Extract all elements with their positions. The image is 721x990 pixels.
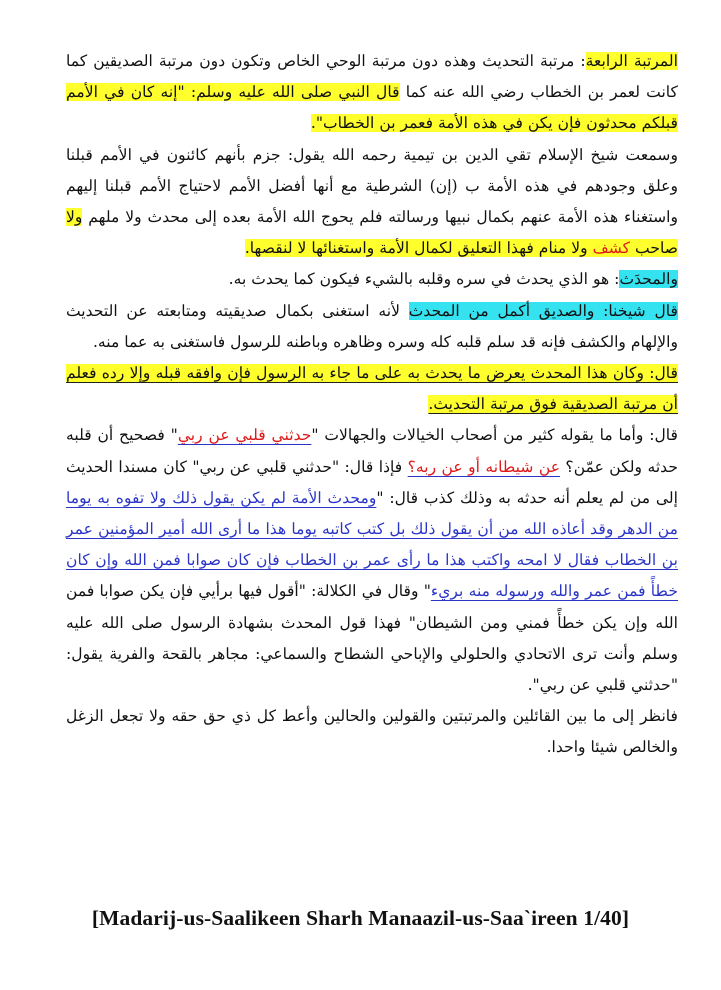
heart-told-me-text-4: " وقال في الكلالة: "أقول فيها برأيي فإن يكن صوابا فمن الله وإن يكن خطأً فمني ومن الشيطان" فهذا قول المحدث بشهادة الرسول صلى الله عليه وسلم وأنت ترى الاتحادي والحلولي والإباحي الشطاح والسماعي: مجاهر بالقحة والفرية يقول: "حدثني قلبي عن ربي". <box>66 582 678 695</box>
blue-quote-umar: ومحدث الأمة لم يكن يقول ذلك ولا تفوه به يوما من الدهر وقد أعاذه الله من أن يقول ذلك بل كتب كاتبه يوما هذا ما أرى الله أمير المؤمنين عمر بن الخطاب فقال لا امحه واكتب هذا ما رأى عمر بن الخطاب فإن كان صوابا فمن الله وإن كان خطأً فمن عمر والله ورسوله منه بريء <box>66 488 678 601</box>
fourth-rank-text: : مرتبة التحديث وهذه دون مرتبة الوحي الخاص وتكون دون مرتبة الصديقين كما كانت لعمر بن الخطاب رضي الله عنه كما <box>66 52 678 102</box>
conclusion-text: فانظر إلى ما بين القائلين والمرتبتين والقولين والحالين وأعط كل ذي حق حقه ولا تجعل الزغل والخالص شيئا واحدا. <box>66 707 678 757</box>
highlight-muhaddath-label: والمحدَث <box>619 270 678 289</box>
red-phrase-heart-told-me: حدثني قلبي عن ربي <box>177 426 312 445</box>
ibn-taymiyyah-text: وسمعت شيخ الإسلام تقي الدين بن تيمية رحمه الله يقول: جزم بأنهم كائنون في الأمم قبلنا وعلق وجودهم في هذه الأمة ب (إن) الشرطية مع أنها أفضل الأمم لاحتياج الأمم قبلنا إليهم واستغناء هذه الأمة عنهم بكمال نبيها ورسالته فلم يحوج الله الأمة بعده إلى محدث ولا ملهم <box>66 145 678 227</box>
paragraph-heart-told-me <box>66 420 678 701</box>
paragraph-fourth-rank <box>66 46 678 140</box>
paragraph-muhaddath-definition <box>66 264 678 295</box>
paragraph-siddiq-more-complete <box>66 296 678 358</box>
paragraph-conclusion <box>66 701 678 763</box>
highlight-prophet-hadith: قال النبي صلى الله عليه وسلم: "إنه كان في الأمم قبلكم محدثون فإن يكن في هذه الأمة فعمر بن الخطاب". <box>66 83 678 133</box>
highlight-siddiqiyyah-statement: قال: وكان هذا المحدث يعرض ما يحدث به على ما جاء به الرسول فإن وافقه قبله وإلا رده فعلم أن مرتبة الصديقية فوق مرتبة التحديث. <box>66 364 678 414</box>
paragraph-ibn-taymiyyah <box>66 140 678 265</box>
arabic-text-body <box>66 46 678 764</box>
siddiq-explanation-text: لأنه استغنى بكمال صديقيته ومتابعته عن التحديث والإلهام والكشف فإنه قد سلم قلبه كله وسره وظاهره وباطنه للرسول فاستغنى به عما منه. <box>66 301 678 351</box>
paragraph-siddiqiyyah-above <box>66 358 678 420</box>
highlight-no-kashf-end: ولا منام فهذا التعليق لكمال الأمة واستغنائها لا لنقصها. <box>244 239 593 258</box>
heart-told-me-text-3: فإذا قال: "حدثني قلبي عن ربي" كان مسندا الحديث إلى من لم يعلم أنه حدثه به وذلك كذب قال: " <box>66 457 678 507</box>
muhaddath-definition-text: : هو الذي يحدث في سره وقلبه بالشيء فيكون كما يحدث به. <box>228 270 620 289</box>
red-phrase-shaytan-or-lord: عن شيطانه أو عن ربه؟ <box>407 457 561 476</box>
heart-told-me-text-2: " فصحيح أن قلبه حدثه ولكن عمّن؟ <box>66 426 678 476</box>
highlight-siddiq-statement: قال شيخنا: والصديق أكمل من المحدث <box>408 301 678 320</box>
heart-told-me-text-1: قال: وأما ما يقوله كثير من أصحاب الخيالات والجهالات " <box>311 426 678 445</box>
highlight-fourth-rank-label: المرتبة الرابعة <box>585 52 678 70</box>
source-citation: [Madarij-us-Saalikeen Sharh Manaazil-us-Saa`ireen 1/40] <box>91 906 630 930</box>
highlight-kashf-word: كشف <box>592 239 631 258</box>
highlight-no-kashf-start: ولا صاحب <box>66 208 678 258</box>
